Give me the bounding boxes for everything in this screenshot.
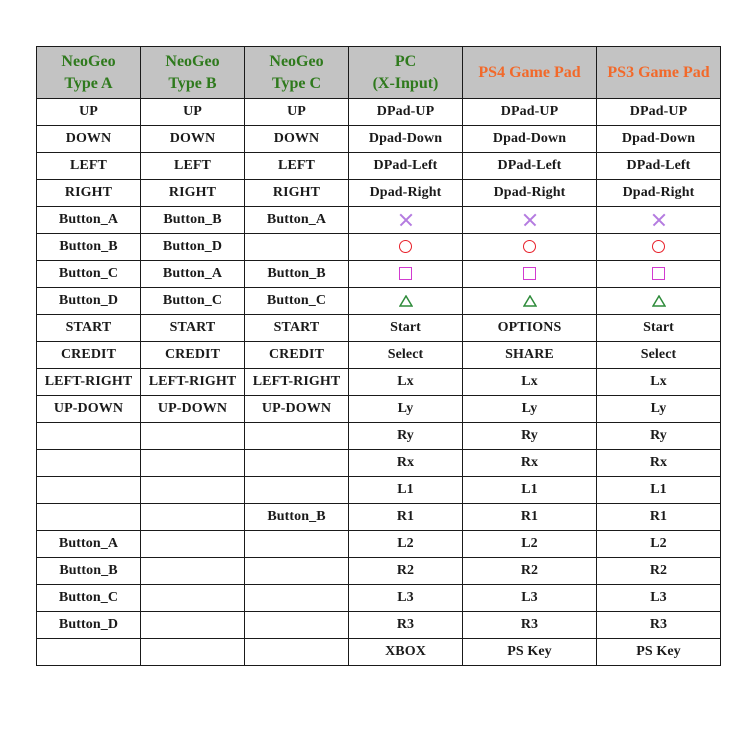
table-cell: UP xyxy=(37,99,141,126)
table-cell: DPad-UP xyxy=(463,99,597,126)
table-cell xyxy=(245,450,349,477)
column-header xyxy=(245,47,349,99)
column-header-line1: PS4 Game Pad xyxy=(478,63,581,81)
table-row xyxy=(37,558,721,585)
table-cell: Dpad-Right xyxy=(349,180,463,207)
table-cell: L2 xyxy=(597,531,721,558)
table-cell: Button_C xyxy=(37,261,141,288)
table-cell xyxy=(463,288,597,315)
table-row xyxy=(37,261,721,288)
table-cell: UP-DOWN xyxy=(37,396,141,423)
table-cell: PS Key xyxy=(463,639,597,666)
table-cell: Select xyxy=(597,342,721,369)
square-icon xyxy=(399,267,412,280)
table-cell: DPad-Left xyxy=(349,153,463,180)
table-cell: R3 xyxy=(463,612,597,639)
table-cell: R1 xyxy=(597,504,721,531)
table-cell xyxy=(141,477,245,504)
table-cell: Button_D xyxy=(141,234,245,261)
table-cell: LEFT xyxy=(141,153,245,180)
table-cell: Button_A xyxy=(141,261,245,288)
table-cell: DPad-UP xyxy=(597,99,721,126)
table-body xyxy=(37,99,721,666)
table-cell xyxy=(141,585,245,612)
table-cell: R1 xyxy=(463,504,597,531)
table-cell: Button_B xyxy=(245,261,349,288)
header-row xyxy=(37,47,721,99)
column-header xyxy=(37,47,141,99)
table-cell xyxy=(37,450,141,477)
table-cell: Ly xyxy=(463,396,597,423)
table-cell: Button_D xyxy=(37,288,141,315)
table-cell xyxy=(597,207,721,234)
table-cell: RIGHT xyxy=(141,180,245,207)
table-cell: Dpad-Down xyxy=(463,126,597,153)
table-cell: Button_B xyxy=(141,207,245,234)
table-row xyxy=(37,180,721,207)
table-cell xyxy=(245,612,349,639)
table-cell: R2 xyxy=(349,558,463,585)
table-cell xyxy=(141,612,245,639)
triangle-icon xyxy=(523,295,537,307)
table-row xyxy=(37,99,721,126)
table-row xyxy=(37,315,721,342)
table-cell xyxy=(245,477,349,504)
table-cell: L2 xyxy=(463,531,597,558)
table-cell: START xyxy=(245,315,349,342)
column-header-line1: PC xyxy=(394,52,417,70)
table-row xyxy=(37,612,721,639)
table-cell xyxy=(349,261,463,288)
table-row xyxy=(37,234,721,261)
table-cell: UP-DOWN xyxy=(245,396,349,423)
table-cell: Dpad-Right xyxy=(463,180,597,207)
table-cell: Ry xyxy=(597,423,721,450)
table-cell xyxy=(463,234,597,261)
controller-mapping-table xyxy=(36,46,721,666)
table-cell: Rx xyxy=(463,450,597,477)
column-header xyxy=(349,47,463,99)
table-row xyxy=(37,153,721,180)
table-cell: R1 xyxy=(349,504,463,531)
table-cell: L3 xyxy=(597,585,721,612)
table-cell: XBOX xyxy=(349,639,463,666)
table-cell: DPad-Left xyxy=(463,153,597,180)
table-cell: DPad-Left xyxy=(597,153,721,180)
table-cell: START xyxy=(37,315,141,342)
table-cell: L1 xyxy=(597,477,721,504)
table-row xyxy=(37,207,721,234)
table-cell: L1 xyxy=(463,477,597,504)
table-cell: Ly xyxy=(597,396,721,423)
table-cell: L2 xyxy=(349,531,463,558)
table-cell: LEFT xyxy=(245,153,349,180)
cross-icon xyxy=(523,213,537,227)
table-cell: Ry xyxy=(463,423,597,450)
column-header-line2: Type C xyxy=(271,74,322,92)
table-cell xyxy=(597,288,721,315)
table-row xyxy=(37,585,721,612)
table-cell xyxy=(245,423,349,450)
table-cell: Dpad-Right xyxy=(597,180,721,207)
column-header xyxy=(141,47,245,99)
cross-icon xyxy=(399,213,413,227)
table-cell: Button_C xyxy=(245,288,349,315)
table-row xyxy=(37,126,721,153)
table-cell: CREDIT xyxy=(245,342,349,369)
table-cell: Button_D xyxy=(37,612,141,639)
table-cell: Dpad-Down xyxy=(597,126,721,153)
column-header xyxy=(597,47,721,99)
table-cell xyxy=(37,477,141,504)
table-row xyxy=(37,396,721,423)
table-cell: Button_B xyxy=(37,234,141,261)
table-cell xyxy=(349,288,463,315)
table-cell xyxy=(245,585,349,612)
column-header xyxy=(463,47,597,99)
table-cell xyxy=(141,558,245,585)
table-cell xyxy=(597,234,721,261)
table-cell: RIGHT xyxy=(37,180,141,207)
table-cell xyxy=(37,423,141,450)
table-cell: L1 xyxy=(349,477,463,504)
table-cell xyxy=(141,450,245,477)
table-cell xyxy=(349,207,463,234)
table-cell: R2 xyxy=(463,558,597,585)
table-cell: Button_A xyxy=(245,207,349,234)
table-cell: Button_A xyxy=(37,531,141,558)
table-cell: SHARE xyxy=(463,342,597,369)
table-cell: RIGHT xyxy=(245,180,349,207)
table-cell xyxy=(141,504,245,531)
table-cell: Lx xyxy=(463,369,597,396)
triangle-icon xyxy=(652,295,666,307)
table-cell: L3 xyxy=(349,585,463,612)
table-cell xyxy=(141,639,245,666)
table-cell: LEFT xyxy=(37,153,141,180)
table-cell: UP xyxy=(245,99,349,126)
table-cell: Rx xyxy=(349,450,463,477)
table-cell: Button_C xyxy=(37,585,141,612)
table-cell: Button_C xyxy=(141,288,245,315)
table-cell xyxy=(37,639,141,666)
table-cell xyxy=(245,639,349,666)
table-cell: Lx xyxy=(597,369,721,396)
table-row xyxy=(37,342,721,369)
table-cell: Button_B xyxy=(37,558,141,585)
triangle-icon xyxy=(399,295,413,307)
table-row xyxy=(37,531,721,558)
table-header xyxy=(37,47,721,99)
table-cell xyxy=(37,504,141,531)
table-cell: UP xyxy=(141,99,245,126)
table-cell: Lx xyxy=(349,369,463,396)
table-cell xyxy=(245,531,349,558)
square-icon xyxy=(523,267,536,280)
square-icon xyxy=(652,267,665,280)
table-cell: LEFT-RIGHT xyxy=(37,369,141,396)
table-cell: DOWN xyxy=(245,126,349,153)
table-cell: Button_A xyxy=(37,207,141,234)
table-cell: R2 xyxy=(597,558,721,585)
table-cell xyxy=(463,261,597,288)
table-cell: UP-DOWN xyxy=(141,396,245,423)
table-cell xyxy=(141,423,245,450)
table-cell xyxy=(597,261,721,288)
column-header-line2: Type B xyxy=(168,74,217,92)
table-cell: L3 xyxy=(463,585,597,612)
table-cell xyxy=(245,558,349,585)
table-cell: CREDIT xyxy=(141,342,245,369)
table-cell: Dpad-Down xyxy=(349,126,463,153)
table-row xyxy=(37,369,721,396)
table-cell: LEFT-RIGHT xyxy=(141,369,245,396)
table-cell: R3 xyxy=(597,612,721,639)
table-cell: DPad-UP xyxy=(349,99,463,126)
column-header-line1: NeoGeo xyxy=(61,52,116,70)
table-row xyxy=(37,639,721,666)
column-header-line1: PS3 Game Pad xyxy=(607,63,710,81)
cross-icon xyxy=(652,213,666,227)
table-cell: START xyxy=(141,315,245,342)
table-cell xyxy=(141,531,245,558)
column-header-line2: (X-Input) xyxy=(372,74,439,92)
table-cell: Select xyxy=(349,342,463,369)
table-cell: LEFT-RIGHT xyxy=(245,369,349,396)
table-cell: Ry xyxy=(349,423,463,450)
column-header-line1: NeoGeo xyxy=(269,52,324,70)
table-row xyxy=(37,477,721,504)
circle-icon xyxy=(523,240,536,253)
table-row xyxy=(37,288,721,315)
table-cell: Ly xyxy=(349,396,463,423)
table-row xyxy=(37,450,721,477)
table-cell: DOWN xyxy=(141,126,245,153)
table-cell xyxy=(463,207,597,234)
table-cell: PS Key xyxy=(597,639,721,666)
table-cell: Button_B xyxy=(245,504,349,531)
table-row xyxy=(37,504,721,531)
table-cell xyxy=(245,234,349,261)
table-cell: CREDIT xyxy=(37,342,141,369)
column-header-line1: NeoGeo xyxy=(165,52,220,70)
table-cell: R3 xyxy=(349,612,463,639)
table-cell: Rx xyxy=(597,450,721,477)
circle-icon xyxy=(399,240,412,253)
table-cell xyxy=(349,234,463,261)
circle-icon xyxy=(652,240,665,253)
table-row xyxy=(37,423,721,450)
table-cell: DOWN xyxy=(37,126,141,153)
column-header-line2: Type A xyxy=(64,74,113,92)
table-cell: Start xyxy=(597,315,721,342)
table-cell: Start xyxy=(349,315,463,342)
table-cell: OPTIONS xyxy=(463,315,597,342)
